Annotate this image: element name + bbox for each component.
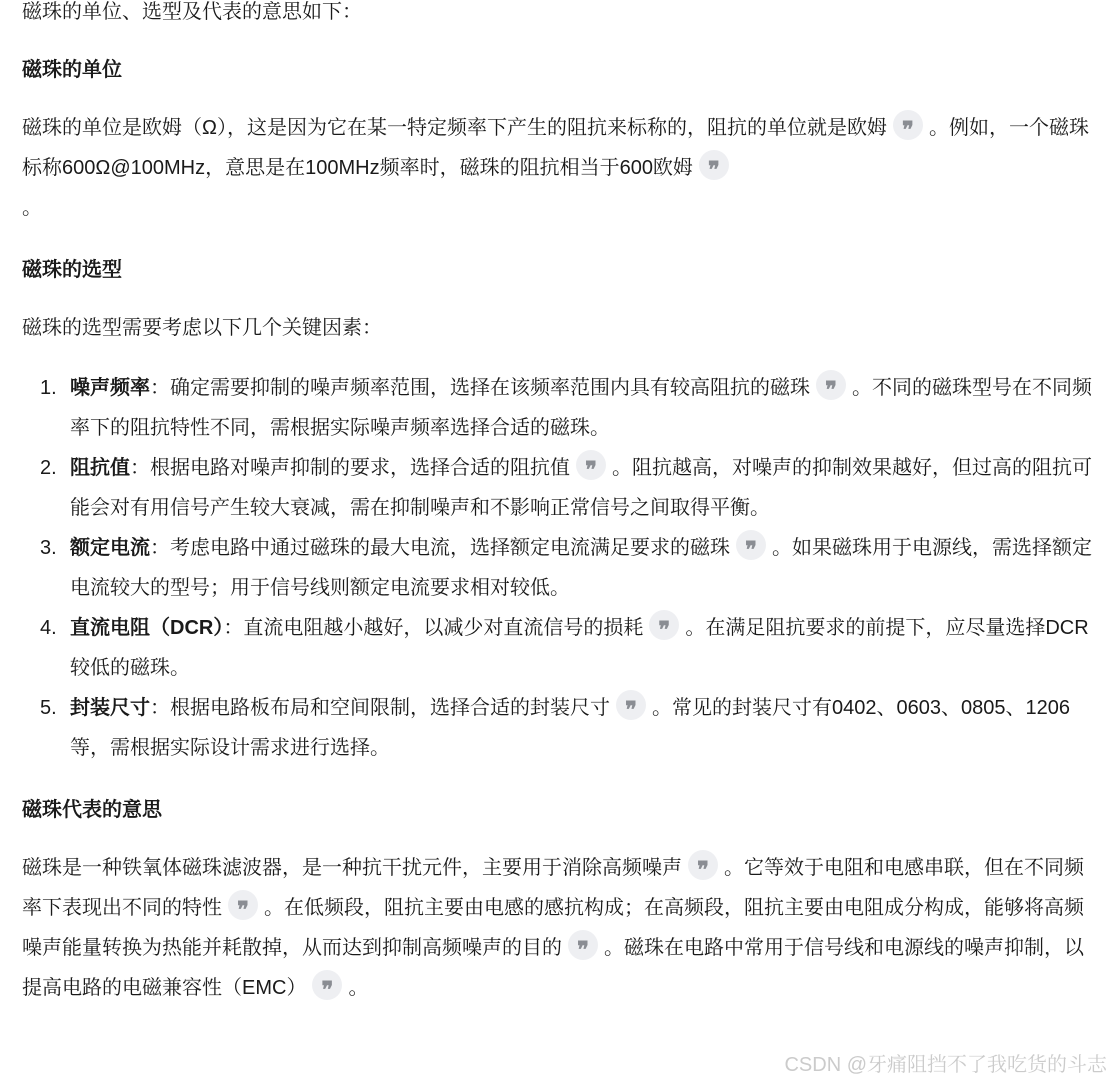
citation-icon[interactable]: ❞ [228,890,258,920]
factor-term: 额定电流 [70,537,150,559]
heading-selection: 磁珠的选型 [22,259,122,281]
citation-icon[interactable]: ❞ [576,450,606,480]
selection-intro: 磁珠的选型需要考虑以下几个关键因素： [22,317,382,339]
citation-icon[interactable]: ❞ [312,970,342,1000]
citation-icon[interactable]: ❞ [736,530,766,560]
factor-term: 噪声频率 [70,377,150,399]
citation-icon[interactable]: ❞ [699,150,729,180]
factor-term: 阻抗值 [70,457,130,479]
list-item: 5. 封装尺寸：根据电路板布局和空间限制，选择合适的封装尺寸 ❞ 。常见的封装尺寸有0402、0603、0805、1206等，需根据实际设计需求进行选择。 [22,688,1092,768]
citation-icon[interactable]: ❞ [893,110,923,140]
intro-text: 磁珠的单位、选型及代表的意思如下： [22,1,362,23]
citation-icon[interactable]: ❞ [688,850,718,880]
meaning-paragraph: 磁珠是一种铁氧体磁珠滤波器，是一种抗干扰元件，主要用于消除高频噪声 ❞ 。它等效于电阻和电感串联，但在不同频率下表现出不同的特性 ❞ 。在低频段，阻抗主要由电感的感抗构成；在高频段，阻抗主要由电阻成分构成，能够将高频噪声能量转换为热能并耗散掉，从而达到抑制高频噪声的目的 ❞ 。磁珠在电路中常用于信号线和电源线的噪声抑制，以提高电路的电磁兼容性（EMC） ❞ 。 [22,848,1092,1008]
heading-meaning: 磁珠代表的意思 [22,799,162,821]
article [22,0,1092,1008]
watermark: CSDN @牙痛阻挡不了我吃货的斗志 [784,1054,1107,1076]
citation-icon[interactable]: ❞ [816,370,846,400]
citation-icon[interactable]: ❞ [616,690,646,720]
factor-term: 封装尺寸 [70,697,150,719]
list-item: 1. 噪声频率：确定需要抑制的噪声频率范围，选择在该频率范围内具有较高阻抗的磁珠 ❞ 。不同的磁珠型号在不同频率下的阻抗特性不同，需根据实际噪声频率选择合适的磁珠。 [22,368,1092,448]
list-item: 4. 直流电阻（DCR）：直流电阻越小越好，以减少对直流信号的损耗 ❞ 。在满足阻抗要求的前提下，应尽量选择DCR较低的磁珠。 [22,608,1092,688]
citation-icon[interactable]: ❞ [568,930,598,960]
selection-factor-list [22,368,1092,768]
units-paragraph: 磁珠的单位是欧姆（Ω），这是因为它在某一特定频率下产生的阻抗来标称的，阻抗的单位就是欧姆 ❞ 。例如，一个磁珠标称600Ω@100MHz，意思是在100MHz频率时，磁珠的阻抗相当于600欧姆 ❞ 。 [22,108,1092,228]
list-item: 3. 额定电流：考虑电路中通过磁珠的最大电流，选择额定电流满足要求的磁珠 ❞ 。如果磁珠用于电源线，需选择额定电流较大的型号；用于信号线则额定电流要求相对较低。 [22,528,1092,608]
citation-icon[interactable]: ❞ [649,610,679,640]
factor-term: 直流电阻（DCR） [70,617,224,639]
heading-units: 磁珠的单位 [22,59,122,81]
list-item: 2. 阻抗值：根据电路对噪声抑制的要求，选择合适的阻抗值 ❞ 。阻抗越高，对噪声的抑制效果越好，但过高的阻抗可能会对有用信号产生较大衰减，需在抑制噪声和不影响正常信号之间取得平衡。 [22,448,1092,528]
